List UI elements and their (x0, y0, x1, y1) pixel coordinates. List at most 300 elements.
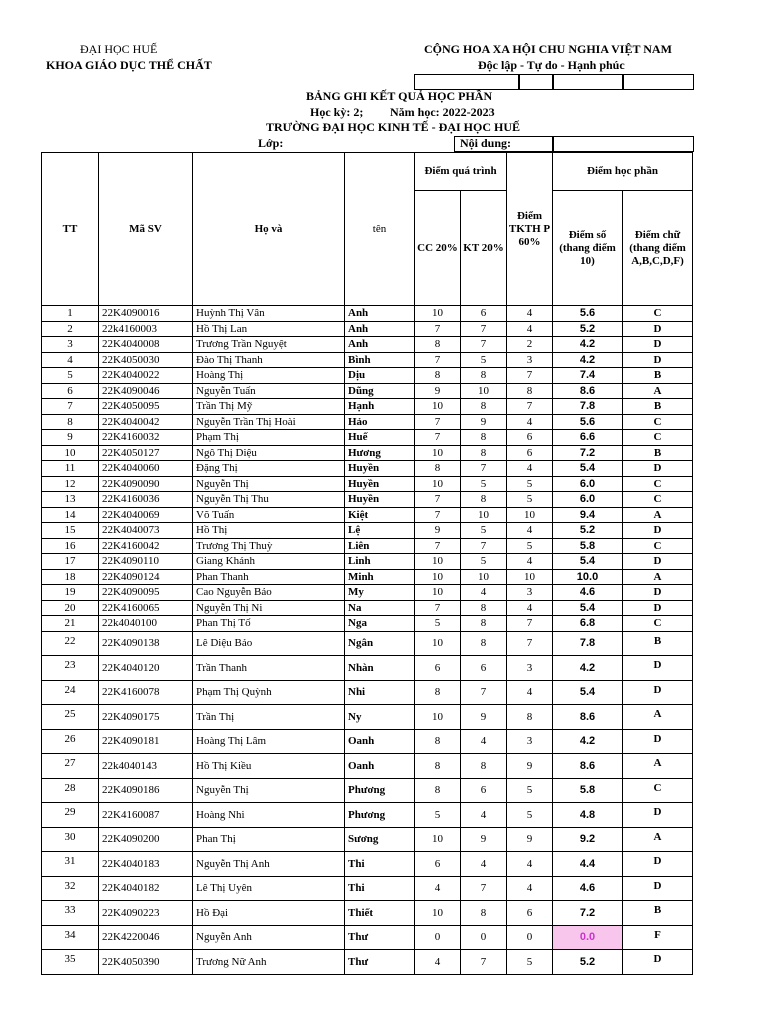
last-name: Phạm Thị Quỳnh (193, 680, 345, 705)
student-id: 22K4160078 (99, 680, 193, 705)
last-name: Đặng Thị (193, 461, 345, 477)
header-first-name: tên (345, 153, 415, 306)
last-name: Hồ Đại (193, 901, 345, 926)
last-name: Nguyễn Thị Ni (193, 600, 345, 616)
letter-score: D (623, 803, 693, 828)
numeric-score: 8.6 (553, 705, 623, 730)
cc-score: 7 (415, 352, 461, 368)
header-kt: KT 20% (461, 191, 507, 306)
kt-score: 9 (461, 827, 507, 852)
first-name: Ngân (345, 631, 415, 656)
last-name: Hồ Thị Lan (193, 321, 345, 337)
tkthp-score: 10 (507, 569, 553, 585)
tkthp-score: 9 (507, 827, 553, 852)
first-name: Sương (345, 827, 415, 852)
cc-score: 7 (415, 600, 461, 616)
row-number: 24 (42, 680, 99, 705)
first-name: Liên (345, 538, 415, 554)
row-number: 32 (42, 876, 99, 901)
last-name: Đào Thị Thanh (193, 352, 345, 368)
kt-score: 8 (461, 399, 507, 415)
first-name: Thiết (345, 901, 415, 926)
first-name: Huyền (345, 461, 415, 477)
first-name: Dũng (345, 383, 415, 399)
kt-score: 8 (461, 445, 507, 461)
letter-score: D (623, 950, 693, 975)
row-number: 25 (42, 705, 99, 730)
last-name: Trương Thị Thuỳ (193, 538, 345, 554)
letter-score: D (623, 656, 693, 681)
cc-score: 7 (415, 321, 461, 337)
student-id: 22K4160042 (99, 538, 193, 554)
last-name: Nguyễn Thị Anh (193, 852, 345, 877)
kt-score: 8 (461, 492, 507, 508)
kt-score: 8 (461, 616, 507, 632)
numeric-score: 6.8 (553, 616, 623, 632)
tkthp-score: 8 (507, 705, 553, 730)
table-row (42, 321, 693, 337)
student-id: 22k4040143 (99, 754, 193, 779)
kt-score: 10 (461, 383, 507, 399)
last-name: Trần Thị (193, 705, 345, 730)
cc-score: 10 (415, 585, 461, 601)
student-id: 22K4090124 (99, 569, 193, 585)
table-row (42, 554, 693, 570)
last-name: Phan Thanh (193, 569, 345, 585)
cc-score: 5 (415, 803, 461, 828)
last-name: Hồ Thị (193, 523, 345, 539)
table-row (42, 507, 693, 523)
cc-score: 8 (415, 754, 461, 779)
row-number: 21 (42, 616, 99, 632)
last-name: Nguyễn Thị Thu (193, 492, 345, 508)
student-id: 22K4040008 (99, 337, 193, 353)
numeric-score: 7.2 (553, 445, 623, 461)
student-id: 22K4160065 (99, 600, 193, 616)
header-process-score: Điểm quá trình (415, 153, 507, 191)
tkthp-score: 4 (507, 554, 553, 570)
header-box (622, 74, 694, 90)
numeric-score: 5.6 (553, 414, 623, 430)
row-number: 33 (42, 901, 99, 926)
first-name: Thi (345, 852, 415, 877)
row-number: 11 (42, 461, 99, 477)
numeric-score: 9.2 (553, 827, 623, 852)
letter-score: C (623, 616, 693, 632)
letter-score: D (623, 352, 693, 368)
document-title: BẢNG GHI KẾT QUẢ HỌC PHẦN (306, 89, 493, 103)
row-number: 3 (42, 337, 99, 353)
kt-score: 7 (461, 337, 507, 353)
tkthp-score: 7 (507, 631, 553, 656)
last-name: Phan Thị Tố (193, 616, 345, 632)
kt-score: 4 (461, 729, 507, 754)
student-id: 22K4090138 (99, 631, 193, 656)
kt-score: 8 (461, 368, 507, 384)
header-last-name: Họ và (193, 153, 345, 306)
kt-score: 8 (461, 631, 507, 656)
header-tt: TT (42, 153, 99, 306)
first-name: Huyền (345, 476, 415, 492)
student-id: 22K4040073 (99, 523, 193, 539)
tkthp-score: 4 (507, 852, 553, 877)
student-id: 22k4160003 (99, 321, 193, 337)
student-id: 22K4090095 (99, 585, 193, 601)
cc-score: 9 (415, 523, 461, 539)
header-cc: CC 20% (415, 191, 461, 306)
table-row (42, 778, 693, 803)
numeric-score: 6.0 (553, 476, 623, 492)
first-name: Thư (345, 950, 415, 975)
letter-score: C (623, 778, 693, 803)
numeric-score: 8.6 (553, 383, 623, 399)
first-name: Kiệt (345, 507, 415, 523)
kt-score: 6 (461, 656, 507, 681)
first-name: Lệ (345, 523, 415, 539)
last-name: Hoàng Nhi (193, 803, 345, 828)
kt-score: 7 (461, 461, 507, 477)
student-id: 22K4090016 (99, 306, 193, 322)
student-id: 22K4040060 (99, 461, 193, 477)
cc-score: 10 (415, 705, 461, 730)
last-name: Cao Nguyễn Bảo (193, 585, 345, 601)
tkthp-score: 3 (507, 656, 553, 681)
letter-score: A (623, 383, 693, 399)
tkthp-score: 6 (507, 445, 553, 461)
row-number: 29 (42, 803, 99, 828)
table-row (42, 616, 693, 632)
cc-score: 10 (415, 554, 461, 570)
first-name: Linh (345, 554, 415, 570)
letter-score: D (623, 321, 693, 337)
row-number: 13 (42, 492, 99, 508)
table-row (42, 383, 693, 399)
last-name: Võ Tuấn (193, 507, 345, 523)
content-box (454, 136, 554, 152)
cc-score: 7 (415, 414, 461, 430)
row-number: 1 (42, 306, 99, 322)
letter-score: D (623, 852, 693, 877)
last-name: Nguyễn Thị (193, 778, 345, 803)
first-name: Thư (345, 925, 415, 950)
row-number: 18 (42, 569, 99, 585)
content-box (552, 136, 694, 152)
row-number: 9 (42, 430, 99, 446)
first-name: Anh (345, 337, 415, 353)
kt-score: 6 (461, 306, 507, 322)
numeric-score: 4.2 (553, 337, 623, 353)
student-id: 22K4090223 (99, 901, 193, 926)
tkthp-score: 6 (507, 430, 553, 446)
letter-score: C (623, 414, 693, 430)
student-id: 22K4160036 (99, 492, 193, 508)
table-row (42, 852, 693, 877)
numeric-score: 7.4 (553, 368, 623, 384)
student-id: 22K4090090 (99, 476, 193, 492)
first-name: Thi (345, 876, 415, 901)
table-row (42, 523, 693, 539)
row-number: 12 (42, 476, 99, 492)
first-name: Minh (345, 569, 415, 585)
numeric-score: 4.2 (553, 352, 623, 368)
kt-score: 4 (461, 803, 507, 828)
letter-score: C (623, 492, 693, 508)
numeric-score: 8.6 (553, 754, 623, 779)
tkthp-score: 8 (507, 383, 553, 399)
table-row (42, 414, 693, 430)
numeric-score: 5.4 (553, 680, 623, 705)
numeric-score: 7.8 (553, 631, 623, 656)
tkthp-score: 4 (507, 600, 553, 616)
last-name: Nguyễn Tuấn (193, 383, 345, 399)
table-row (42, 827, 693, 852)
first-name: Oanh (345, 729, 415, 754)
first-name: Hảo (345, 414, 415, 430)
tkthp-score: 4 (507, 414, 553, 430)
tkthp-score: 9 (507, 754, 553, 779)
student-id: 22K4040182 (99, 876, 193, 901)
content-label: Nội dung: (460, 136, 512, 150)
cc-score: 8 (415, 337, 461, 353)
first-name: My (345, 585, 415, 601)
numeric-score: 5.6 (553, 306, 623, 322)
tkthp-score: 0 (507, 925, 553, 950)
last-name: Lê Diệu Bảo (193, 631, 345, 656)
row-number: 5 (42, 368, 99, 384)
last-name: Nguyễn Thị (193, 476, 345, 492)
kt-score: 0 (461, 925, 507, 950)
class-label: Lớp: (258, 136, 284, 150)
table-row (42, 461, 693, 477)
numeric-score: 4.2 (553, 729, 623, 754)
student-id: 22K4050095 (99, 399, 193, 415)
cc-score: 7 (415, 430, 461, 446)
first-name: Hương (345, 445, 415, 461)
letter-score: F (623, 925, 693, 950)
letter-score: C (623, 306, 693, 322)
table-row (42, 680, 693, 705)
header-letter-score: Điểm chữ (thang điểm A,B,C,D,F) (623, 191, 693, 306)
letter-score: A (623, 754, 693, 779)
table-row (42, 569, 693, 585)
last-name: Giang Khánh (193, 554, 345, 570)
last-name: Huỳnh Thị Vân (193, 306, 345, 322)
letter-score: D (623, 554, 693, 570)
student-id: 22K4050030 (99, 352, 193, 368)
row-number: 28 (42, 778, 99, 803)
numeric-score: 4.8 (553, 803, 623, 828)
national-motto: Độc lập - Tự do - Hạnh phúc (478, 58, 625, 72)
kt-score: 9 (461, 705, 507, 730)
cc-score: 10 (415, 445, 461, 461)
table-row (42, 876, 693, 901)
first-name: Dịu (345, 368, 415, 384)
kt-score: 7 (461, 950, 507, 975)
kt-score: 5 (461, 554, 507, 570)
cc-score: 10 (415, 306, 461, 322)
table-row (42, 352, 693, 368)
student-id: 22K4160087 (99, 803, 193, 828)
tkthp-score: 2 (507, 337, 553, 353)
table-row (42, 538, 693, 554)
table-row (42, 729, 693, 754)
first-name: Nhàn (345, 656, 415, 681)
tkthp-score: 5 (507, 950, 553, 975)
table-row (42, 803, 693, 828)
row-number: 20 (42, 600, 99, 616)
first-name: Na (345, 600, 415, 616)
first-name: Phương (345, 803, 415, 828)
table-row (42, 430, 693, 446)
grade-table (41, 152, 693, 975)
cc-score: 8 (415, 368, 461, 384)
first-name: Oanh (345, 754, 415, 779)
tkthp-score: 7 (507, 368, 553, 384)
kt-score: 8 (461, 430, 507, 446)
kt-score: 10 (461, 507, 507, 523)
table-row (42, 476, 693, 492)
student-id: 22K4040183 (99, 852, 193, 877)
table-row (42, 600, 693, 616)
header-student-id: Mã SV (99, 153, 193, 306)
student-id: 22K4090181 (99, 729, 193, 754)
row-number: 31 (42, 852, 99, 877)
cc-score: 10 (415, 569, 461, 585)
table-row (42, 585, 693, 601)
student-id: 22K4090186 (99, 778, 193, 803)
cc-score: 7 (415, 507, 461, 523)
table-row (42, 306, 693, 322)
table-row (42, 656, 693, 681)
tkthp-score: 5 (507, 803, 553, 828)
first-name: Bình (345, 352, 415, 368)
student-id: 22K4220046 (99, 925, 193, 950)
last-name: Hồ Thị Kiều (193, 754, 345, 779)
kt-score: 7 (461, 680, 507, 705)
tkthp-score: 5 (507, 476, 553, 492)
row-number: 26 (42, 729, 99, 754)
letter-score: B (623, 368, 693, 384)
kt-score: 10 (461, 569, 507, 585)
last-name: Nguyễn Trần Thị Hoài (193, 414, 345, 430)
row-number: 22 (42, 631, 99, 656)
last-name: Hoàng Thị Lâm (193, 729, 345, 754)
header-box (414, 74, 520, 90)
first-name: Hạnh (345, 399, 415, 415)
numeric-score: 4.4 (553, 852, 623, 877)
numeric-score: 9.4 (553, 507, 623, 523)
student-id: 22K4090110 (99, 554, 193, 570)
cc-score: 8 (415, 461, 461, 477)
first-name: Anh (345, 321, 415, 337)
kt-score: 8 (461, 600, 507, 616)
kt-score: 7 (461, 538, 507, 554)
letter-score: C (623, 430, 693, 446)
student-id: 22K4050390 (99, 950, 193, 975)
republic-title: CỘNG HOA XA HỘI CHU NGHIA VIỆT NAM (424, 42, 672, 56)
first-name: Huyền (345, 492, 415, 508)
first-name: Anh (345, 306, 415, 322)
letter-score: D (623, 876, 693, 901)
tkthp-score: 6 (507, 901, 553, 926)
first-name: Nga (345, 616, 415, 632)
row-number: 7 (42, 399, 99, 415)
last-name: Trần Thanh (193, 656, 345, 681)
letter-score: D (623, 680, 693, 705)
student-id: 22k4040100 (99, 616, 193, 632)
first-name: Huế (345, 430, 415, 446)
cc-score: 10 (415, 399, 461, 415)
tkthp-score: 7 (507, 399, 553, 415)
tkthp-score: 5 (507, 778, 553, 803)
numeric-score: 6.0 (553, 492, 623, 508)
numeric-score: 7.8 (553, 399, 623, 415)
kt-score: 4 (461, 585, 507, 601)
cc-score: 4 (415, 950, 461, 975)
last-name: Trương Nữ Anh (193, 950, 345, 975)
row-number: 19 (42, 585, 99, 601)
table-row (42, 337, 693, 353)
row-number: 6 (42, 383, 99, 399)
tkthp-score: 7 (507, 616, 553, 632)
table-row (42, 399, 693, 415)
student-id: 22K4160032 (99, 430, 193, 446)
faculty-name: KHOA GIÁO DỤC THỂ CHẤT (46, 58, 212, 72)
numeric-score: 7.2 (553, 901, 623, 926)
numeric-score: 5.2 (553, 950, 623, 975)
kt-score: 9 (461, 414, 507, 430)
header-course-score: Điểm học phần (553, 153, 693, 191)
tkthp-score: 5 (507, 492, 553, 508)
last-name: Nguyễn Anh (193, 925, 345, 950)
cc-score: 8 (415, 729, 461, 754)
numeric-score: 5.2 (553, 523, 623, 539)
tkthp-score: 4 (507, 321, 553, 337)
row-number: 2 (42, 321, 99, 337)
row-number: 15 (42, 523, 99, 539)
first-name: Phương (345, 778, 415, 803)
table-row (42, 901, 693, 926)
kt-score: 5 (461, 352, 507, 368)
letter-score: B (623, 445, 693, 461)
cc-score: 10 (415, 631, 461, 656)
numeric-score: 5.8 (553, 538, 623, 554)
tkthp-score: 3 (507, 729, 553, 754)
row-number: 4 (42, 352, 99, 368)
row-number: 10 (42, 445, 99, 461)
table-row (42, 950, 693, 975)
tkthp-score: 4 (507, 461, 553, 477)
student-id: 22K4090175 (99, 705, 193, 730)
numeric-score: 4.2 (553, 656, 623, 681)
kt-score: 6 (461, 778, 507, 803)
student-id: 22K4040022 (99, 368, 193, 384)
university-name: ĐẠI HỌC HUẾ (80, 42, 158, 56)
student-id: 22K4040069 (99, 507, 193, 523)
table-row (42, 368, 693, 384)
row-number: 17 (42, 554, 99, 570)
table-row (42, 445, 693, 461)
numeric-score: 5.4 (553, 600, 623, 616)
table-row (42, 925, 693, 950)
letter-score: D (623, 523, 693, 539)
tkthp-score: 4 (507, 680, 553, 705)
tkthp-score: 3 (507, 585, 553, 601)
header-box (518, 74, 554, 90)
table-row (42, 631, 693, 656)
header-numeric-score: Điểm số (thang điểm 10) (553, 191, 623, 306)
letter-score: D (623, 585, 693, 601)
